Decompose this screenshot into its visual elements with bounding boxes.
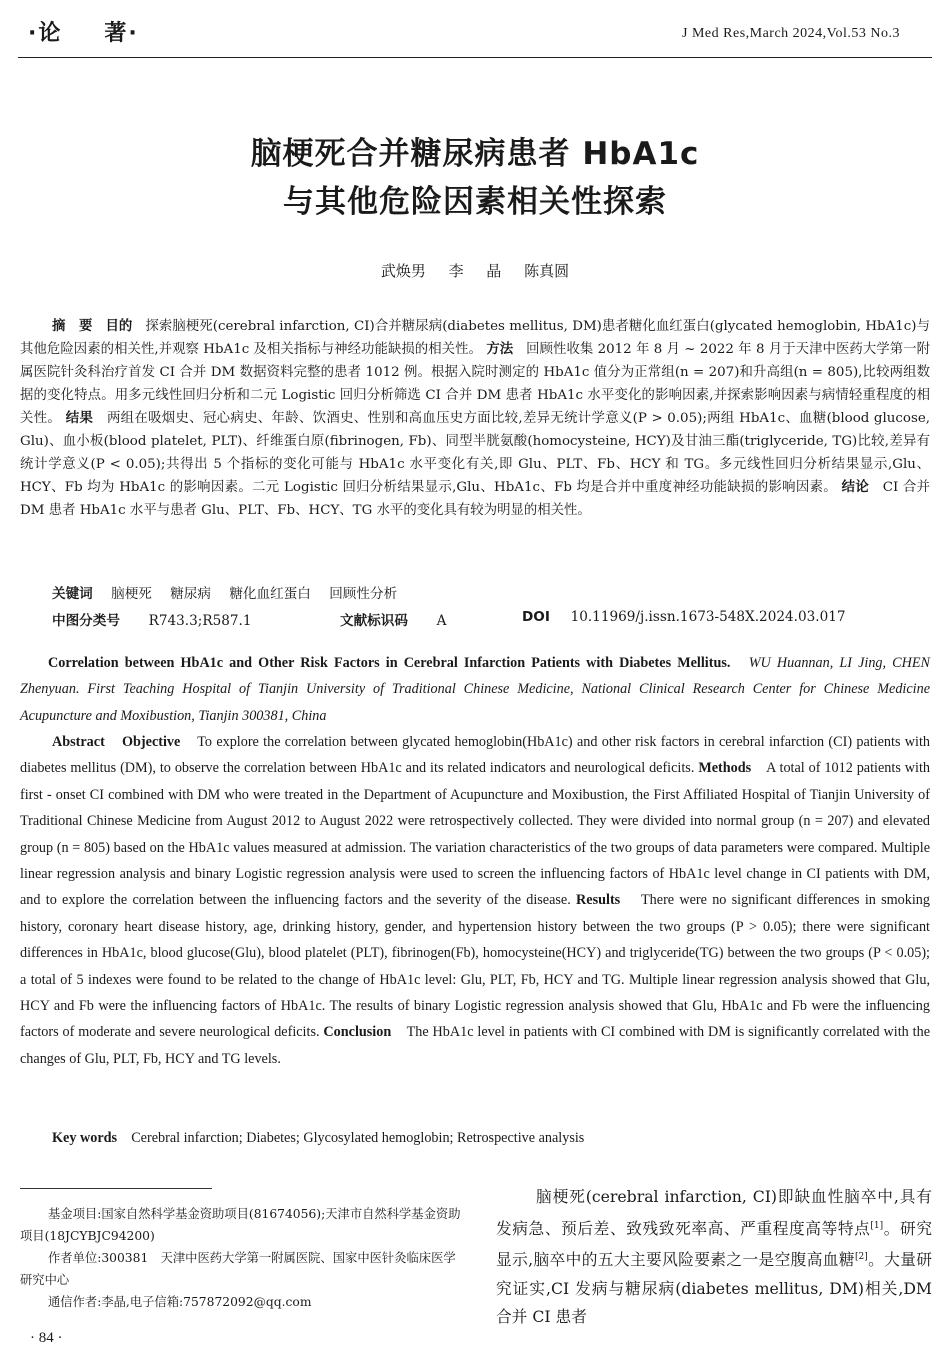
conclusion-cn-label: 结论 [841, 480, 870, 495]
section-label-right: 著· [104, 21, 139, 46]
objective-cn: 探索脑梗死(cerebral infarction, CI)合并糖尿病(diabetes mellitus, DM)患者糖化血红蛋白(glycated hemoglobin, HbA1c)与其他危险因素的相关性,并观察 HbA1c 及相关指标与神经功能缺损的相关性。 [20, 319, 930, 357]
citation-ref[interactable]: [1] [870, 1220, 884, 1231]
footnotes [20, 1203, 462, 1313]
objective-cn-label: 目的 [105, 319, 133, 334]
methods-cn-label: 方法 [486, 342, 514, 357]
english-header [20, 650, 930, 729]
doc-code-row [340, 609, 446, 629]
keywords-cn-label: 关键词 [52, 586, 93, 602]
abstract-cn [20, 315, 930, 522]
methods-en-label: Methods [698, 760, 752, 777]
results-en: There were no significant differences in smoking history, coronary heart disease history, age, drinking history, gender, and hypertension history between the two groups (P > 0.05); there were significant differences in HbA1c, blood glucose(Glu), blood platelet (PLT), fibrinogen(Fb), homocysteine(HCY) and triglyceride(TG) between the two groups (P < 0.05); a total of 5 indexes were found to be related to the change of HbA1c level: Glu, PLT, Fb, HCY and TG. Multiple linear regression analysis showed that Glu, HCY and Fb were the influencing factors of HbA1c. The results of binary Logistic regression analysis showed that Glu, HbA1c and Fb were the influencing factors of moderate and severe neurological deficits. [20, 892, 930, 1041]
title-line-2: 与其他危险因素相关性探索 [283, 184, 667, 220]
authors: 武焕男 李 晶 陈真圆 [380, 262, 570, 280]
header-rule [18, 57, 932, 58]
body-paragraph [496, 1183, 932, 1332]
body-text-3: 。大量研究证实,CI 发病与糖尿病(diabetes mellitus, DM)相关,DM 合并 CI 患者 [496, 1250, 932, 1327]
clc-label: 中图分类号 [52, 613, 120, 629]
classification-row [52, 609, 252, 629]
english-affiliation: First Teaching Hospital of Tianjin University of Traditional Chinese Medicine, National Clinical Research Center for Chinese Medicine Acupuncture and Moxibustion, Tianjin 300381, China [20, 681, 931, 724]
abstract-en-label: Abstract [52, 734, 105, 750]
methods-cn: 回顾性收集 2012 年 8 月 ~ 2022 年 8 月于天津中医药大学第一附属医院针灸科治疗首发 CI 合并 DM 数据资料完整的患者 1012 例。根据入院时测定的 HbA1c 值分为正常组(n = 207)和升高组(n = 805),比较两组数据的变化特点。用多元线性回归分析和二元 Logistic 回归分析筛选 CI 合并 DM 患者 HbA1c 水平变化的影响因素,并探索影响因素与病情轻重程度的相关性。 [20, 342, 930, 426]
doi-row [522, 609, 846, 625]
conclusion-cn: CI 合并 DM 患者 HbA1c 水平与患者 Glu、PLT、Fb、HCY、TG 水平的变化具有较为明显的相关性。 [20, 480, 931, 518]
body-text-2: 。研究显示,脑卒中的五大主要风险要素之一是空腹高血糖 [496, 1218, 933, 1270]
keyword: 回顾性分析 [329, 586, 398, 602]
corresponding-note: 通信作者:李晶,电子信箱:757872092@qq.com [48, 1295, 312, 1309]
body-text-1: 脑梗死(cerebral infarction, CI)即缺血性脑卒中,具有发病急、预后差、致残致死率高、严重程度高等特点 [496, 1187, 932, 1238]
results-en-label: Results [576, 892, 621, 909]
methods-en: A total of 1012 patients with first - onset CI combined with DM who were treated in the Department of Acupuncture and Moxibustion, the First Affiliated Hospital of Tianjin University of Traditional Chinese Medicine from August 2012 to August 2022 were retrospectively collected. They were divided into normal group (n = 207) and elevated group (n = 805) based on the HbA1c values measured at admission. The variation characteristics of the two groups of data parameters were compared. Multiple linear regression analysis and binary Logistic regression analysis were used to screen the influencing factors of HbA1c level change in CI patients with DM, and to explore the correlation between the influencing factors and the severity of the disease. [20, 760, 931, 909]
keyword: 糖化血红蛋白 [229, 586, 311, 602]
journal-citation: J Med Res,March 2024,Vol.53 No.3 [682, 26, 900, 41]
abstract-cn-label: 摘 要 [52, 319, 93, 334]
abstract-en [20, 729, 930, 1072]
footnote-rule [20, 1188, 212, 1189]
results-cn: 两组在吸烟史、冠心病史、年龄、饮酒史、性别和高血压史方面比较,差异无统计学意义(P > 0.05);两组 HbA1c、血糖(blood glucose, Glu)、血小板(blood platelet, PLT)、纤维蛋白原(fibrinogen, Fb)、同型半胱氨酸(homocysteine, HCY)及甘油三酯(triglyceride, TG)比较,差异有统计学意义(P < 0.05);共得出 5 个指标的变化可能与 HbA1c 水平变化有关,即 Glu、PLT、Fb、HCY 和 TG。多元线性回归分析结果显示,Glu、HCY、Fb 均为 HbA1c 的影响因素。二元 Logistic 回归分析结果显示,Glu、HbA1c、Fb 均是合并中重度神经功能缺损的影响因素。 [20, 411, 931, 495]
results-cn-label: 结果 [65, 411, 94, 426]
section-label [28, 16, 139, 47]
section-label-left: ·论 [28, 21, 63, 46]
english-title: Correlation between HbA1c and Other Risk Factors in Cerebral Infarction Patients with Diabetes Mellitus. [48, 655, 731, 671]
objective-en: To explore the correlation between glycated hemoglobin(HbA1c) and other risk factors in cerebral infarction (CI) patients with diabetes mellitus (DM), to observe the correlation between HbA1c and its related indicators and neurological deficits. [20, 734, 930, 777]
conclusion-en: The HbA1c level in patients with CI combined with DM is significantly correlated with the changes of Glu, PLT, Fb, HCY and TG levels. [20, 1024, 930, 1067]
keywords-en [20, 1125, 930, 1151]
fund-note: 基金项目:国家自然科学基金资助项目(81674056);天津市自然科学基金资助项目(18JCYBJC94200) [20, 1207, 461, 1243]
doi-label: DOI [522, 609, 550, 625]
keyword: 脑梗死 [111, 586, 152, 602]
keywords-cn [52, 582, 397, 602]
conclusion-en-label: Conclusion [323, 1024, 392, 1041]
keywords-en-list: Cerebral infarction; Diabetes; Glycosylated hemoglobin; Retrospective analysis [131, 1130, 585, 1146]
page-number: · 84 · [30, 1330, 63, 1346]
english-authors: WU Huannan, LI Jing, CHEN Zhenyuan. [20, 655, 930, 698]
keyword: 糖尿病 [170, 586, 211, 602]
clc-code: R743.3;R587.1 [148, 613, 252, 629]
title-line-1: 脑梗死合并糖尿病患者 HbA1c [250, 136, 700, 172]
unit-note: 作者单位:300381 天津中医药大学第一附属医院、国家中医针灸临床医学研究中心 [20, 1251, 456, 1287]
doi-value: 10.11969/j.issn.1673-548X.2024.03.017 [570, 609, 846, 625]
doc-code: A [436, 613, 447, 629]
citation-ref[interactable]: [2] [854, 1252, 868, 1263]
keywords-en-label: Key words [52, 1130, 118, 1146]
objective-en-label: Objective [122, 734, 181, 750]
doc-code-label: 文献标识码 [340, 613, 408, 629]
